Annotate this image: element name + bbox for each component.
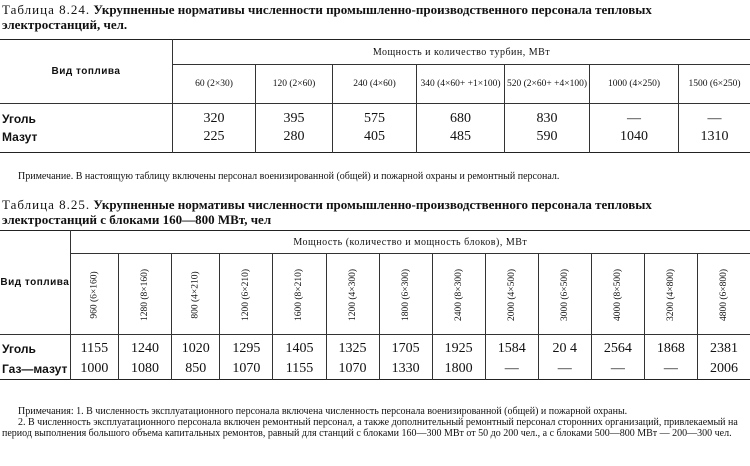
row-label: Газ—мазут xyxy=(2,362,68,376)
table2-col-header: 800 (4×210) xyxy=(172,254,220,335)
table-cell: 1020 xyxy=(172,335,220,360)
table2 xyxy=(0,230,750,380)
table2-col-header: 1600 (8×210) xyxy=(273,254,326,335)
table-cell: 1325 xyxy=(326,335,379,360)
table-cell: 1040 xyxy=(590,128,679,153)
table-cell: 405 xyxy=(333,128,417,153)
table-cell: 1000 xyxy=(70,359,118,380)
table-row xyxy=(0,335,750,360)
table-cell: — xyxy=(591,359,644,380)
table-cell: — xyxy=(538,359,591,380)
row-label: Мазут xyxy=(2,130,38,144)
table-cell: 1310 xyxy=(679,128,750,153)
table2-notes xyxy=(2,406,748,439)
table2-col-header: 1800 (6×300) xyxy=(379,254,432,335)
table2-col-header: 4000 (8×500) xyxy=(591,254,644,335)
table1 xyxy=(0,39,750,153)
table-cell: — xyxy=(485,359,538,380)
table-cell: 1405 xyxy=(273,335,326,360)
table-cell: 485 xyxy=(417,128,505,153)
table1-caption xyxy=(2,2,748,32)
table2-label: Таблица 8.25. xyxy=(2,197,91,212)
table1-fuel-header: Вид топлива xyxy=(0,40,173,104)
table2-col-header: 3200 (4×800) xyxy=(644,254,697,335)
table2-col-header: 4800 (6×800) xyxy=(697,254,750,335)
table-cell: 395 xyxy=(256,104,333,129)
table2-note-2: 2. В численность эксплуатационного персонала включен ремонтный персонал, а также дополнительный ремонтный персонал сторонних организаций, привлекаемый на период выполнения большого объема капитальных ремонтов, равный для станций с блоками 160—300 МВт от 50 до 200 чел., а с блоками 500—800 МВт — 200—300 чел. xyxy=(2,417,738,439)
table2-col-header: 3000 (6×500) xyxy=(538,254,591,335)
table-cell: — xyxy=(590,104,679,129)
table-cell: — xyxy=(679,104,750,129)
table-cell: 225 xyxy=(173,128,256,153)
table-cell: 280 xyxy=(256,128,333,153)
table-cell: 1155 xyxy=(70,335,118,360)
table-cell: 2006 xyxy=(697,359,750,380)
table-cell: 830 xyxy=(505,104,590,129)
table-cell: 1584 xyxy=(485,335,538,360)
table-cell: 1800 xyxy=(432,359,485,380)
table-cell: 1240 xyxy=(119,335,172,360)
table-cell: 680 xyxy=(417,104,505,129)
table-cell: 1080 xyxy=(119,359,172,380)
table1-col-header: 1500 (6×250) xyxy=(679,65,750,104)
table-cell: 2564 xyxy=(591,335,644,360)
table1-col-header: 120 (2×60) xyxy=(256,65,333,104)
table2-col-header: 2400 (8×300) xyxy=(432,254,485,335)
table-cell: 1925 xyxy=(432,335,485,360)
table-row xyxy=(0,128,750,153)
table1-note: Примечание. В настоящую таблицу включены персонал военизированной (общей) и пожарной охраны и ремонтный персонал. xyxy=(18,171,560,182)
table-cell: 1868 xyxy=(644,335,697,360)
table-cell: 1330 xyxy=(379,359,432,380)
table-cell: 850 xyxy=(172,359,220,380)
table2-col-header: 1280 (8×160) xyxy=(119,254,172,335)
table-cell: 20 4 xyxy=(538,335,591,360)
table-row xyxy=(0,104,750,129)
table-cell: 1070 xyxy=(326,359,379,380)
table1-group-header: Мощность и количество турбин, МВт xyxy=(173,40,750,65)
table-cell: 1070 xyxy=(220,359,273,380)
table2-group-header: Мощность (количество и мощность блоков), МВт xyxy=(70,231,750,254)
table2-col-header: 2000 (4×500) xyxy=(485,254,538,335)
table2-title: Укрупненные нормативы численности промышленно-производственного персонала тепловых электростанций с блоками 160—800 МВт, чел xyxy=(2,197,652,227)
table1-col-header: 340 (4×60+ +1×100) xyxy=(417,65,505,104)
table-cell: 1295 xyxy=(220,335,273,360)
table2-fuel-header: Вид топлива xyxy=(0,231,70,335)
table2-col-header: 1200 (6×210) xyxy=(220,254,273,335)
table-cell: 1155 xyxy=(273,359,326,380)
table-cell: 575 xyxy=(333,104,417,129)
table1-label: Таблица 8.24. xyxy=(2,2,91,17)
table1-title: Укрупненные нормативы численности промышленно-производственного персонала тепловых электростанций, чел. xyxy=(2,2,652,32)
table-cell: 320 xyxy=(173,104,256,129)
table2-note-1: Примечания: 1. В численность эксплуатационного персонала включена численность персонала военизированной (общей) и пожарной охраны. xyxy=(18,406,628,417)
table1-col-header: 520 (2×60+ +4×100) xyxy=(505,65,590,104)
table2-caption xyxy=(2,197,748,227)
table1-col-header: 1000 (4×250) xyxy=(590,65,679,104)
table1-col-header: 240 (4×60) xyxy=(333,65,417,104)
table-cell: 590 xyxy=(505,128,590,153)
table-cell: 1705 xyxy=(379,335,432,360)
table-row xyxy=(0,359,750,380)
table1-col-header: 60 (2×30) xyxy=(173,65,256,104)
table-cell: 2381 xyxy=(697,335,750,360)
row-label: Уголь xyxy=(2,342,36,356)
table2-col-header: 960 (6×160) xyxy=(70,254,118,335)
row-label: Уголь xyxy=(2,112,36,126)
table2-col-header: 1200 (4×300) xyxy=(326,254,379,335)
table-cell: — xyxy=(644,359,697,380)
